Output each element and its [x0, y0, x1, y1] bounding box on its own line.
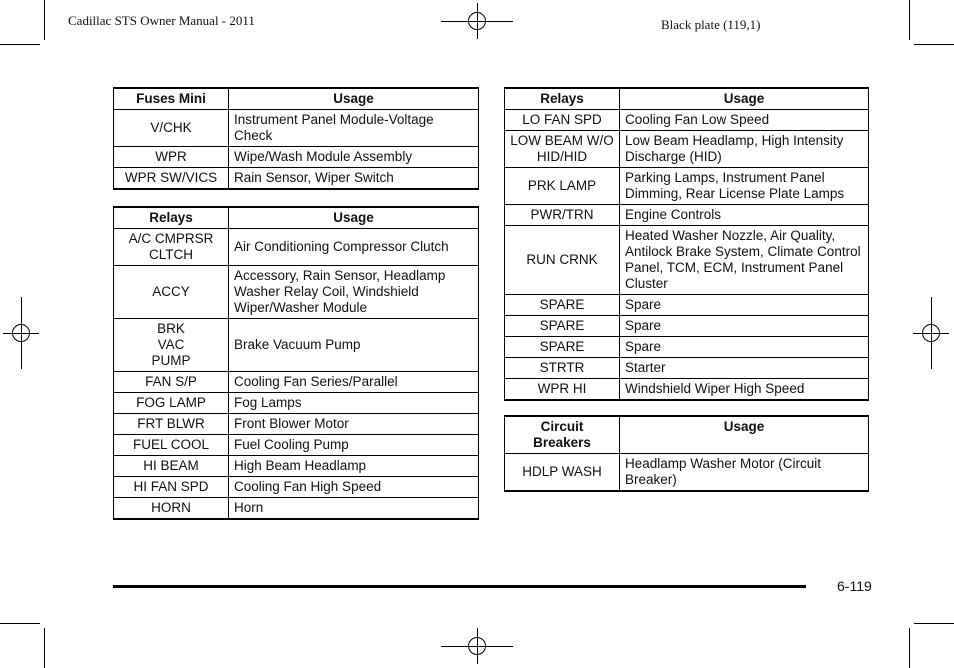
- table-row: [114, 319, 479, 372]
- registration-mark-icon: [913, 297, 949, 369]
- relay-usage: Horn: [229, 498, 479, 520]
- relay-name: FRT BLWR: [114, 414, 229, 435]
- crop-mark: [44, 0, 45, 40]
- column-header: Relays: [505, 88, 620, 110]
- relay-name: PRK LAMP: [505, 168, 620, 205]
- relay-usage: Engine Controls: [620, 205, 869, 226]
- table-row: [114, 110, 479, 147]
- table-row: [114, 414, 479, 435]
- relay-usage: Brake Vacuum Pump: [229, 319, 479, 372]
- relay-name: LO FAN SPD: [505, 110, 620, 131]
- table-row: [114, 229, 479, 266]
- crop-mark: [914, 623, 954, 624]
- column-header: Usage: [229, 88, 479, 110]
- fuse-usage: Wipe/Wash Module Assembly: [229, 147, 479, 168]
- relay-usage: Fuel Cooling Pump: [229, 435, 479, 456]
- column-header: Usage: [229, 207, 479, 229]
- relay-usage: Air Conditioning Compressor Clutch: [229, 229, 479, 266]
- crop-mark: [909, 0, 910, 40]
- relay-usage: Cooling Fan High Speed: [229, 477, 479, 498]
- relay-usage: Fog Lamps: [229, 393, 479, 414]
- table-row: [505, 454, 869, 492]
- table-row: [114, 147, 479, 168]
- fuse-usage: Instrument Panel Module-Voltage Check: [229, 110, 479, 147]
- relay-name: HI FAN SPD: [114, 477, 229, 498]
- relay-name: FAN S/P: [114, 372, 229, 393]
- table-row: [114, 435, 479, 456]
- table-row: [505, 168, 869, 205]
- table-row: [505, 379, 869, 401]
- relay-usage: Cooling Fan Low Speed: [620, 110, 869, 131]
- relay-name: HI BEAM: [114, 456, 229, 477]
- table-row: [114, 393, 479, 414]
- relay-usage: Accessory, Rain Sensor, Headlamp Washer Relay Coil, Windshield Wiper/Washer Module: [229, 266, 479, 319]
- column-header: Usage: [620, 88, 869, 110]
- crop-mark: [0, 44, 40, 45]
- crop-mark: [0, 623, 40, 624]
- page-number: 6-119: [837, 578, 872, 594]
- relay-name: PWR/TRN: [505, 205, 620, 226]
- crop-mark: [914, 44, 954, 45]
- relay-name: FUEL COOL: [114, 435, 229, 456]
- table-header-row: [505, 88, 869, 110]
- relay-name: SPARE: [505, 295, 620, 316]
- relay-usage: Heated Washer Nozzle, Air Quality, Antilock Brake System, Climate Control Panel, TCM, ECM, Instrument Panel Cluster: [620, 226, 869, 295]
- relay-name: RUN CRNK: [505, 226, 620, 295]
- relays-table-right: [504, 87, 869, 401]
- table-row: [505, 295, 869, 316]
- relay-name: SPARE: [505, 316, 620, 337]
- table-header-row: [114, 207, 479, 229]
- table-row: [114, 372, 479, 393]
- table-row: [114, 477, 479, 498]
- table-header-row: [505, 416, 869, 454]
- crop-mark: [44, 628, 45, 668]
- relay-usage: Spare: [620, 295, 869, 316]
- relay-usage: High Beam Headlamp: [229, 456, 479, 477]
- table-row: [505, 226, 869, 295]
- relay-usage: Cooling Fan Series/Parallel: [229, 372, 479, 393]
- table-row: [505, 131, 869, 168]
- table-header-row: [114, 88, 479, 110]
- fuse-name: WPR: [114, 147, 229, 168]
- relay-name: A/C CMPRSR CLTCH: [114, 229, 229, 266]
- relay-usage: Low Beam Headlamp, High Intensity Discharge (HID): [620, 131, 869, 168]
- footer-rule: [113, 585, 806, 588]
- relay-usage: Parking Lamps, Instrument Panel Dimming, Rear License Plate Lamps: [620, 168, 869, 205]
- table-row: [114, 168, 479, 190]
- registration-mark-icon: [441, 3, 513, 39]
- relay-usage: Spare: [620, 316, 869, 337]
- relays-table-left: [113, 206, 479, 520]
- table-row: [505, 358, 869, 379]
- table-row: [114, 498, 479, 520]
- relay-name: SPARE: [505, 337, 620, 358]
- column-header: Relays: [114, 207, 229, 229]
- fuse-name: WPR SW/VICS: [114, 168, 229, 190]
- relay-name: STRTR: [505, 358, 620, 379]
- fuse-name: V/CHK: [114, 110, 229, 147]
- relay-name: FOG LAMP: [114, 393, 229, 414]
- relay-name: WPR HI: [505, 379, 620, 401]
- table-row: [505, 337, 869, 358]
- relay-name: ACCY: [114, 266, 229, 319]
- relay-name: LOW BEAM W/O HID/HID: [505, 131, 620, 168]
- table-row: [505, 110, 869, 131]
- table-row: [114, 266, 479, 319]
- column-header: Usage: [620, 416, 869, 454]
- breaker-name: HDLP WASH: [505, 454, 620, 492]
- table-row: [114, 456, 479, 477]
- relay-name: BRK VAC PUMP: [114, 319, 229, 372]
- relay-name: HORN: [114, 498, 229, 520]
- fuses-mini-table: [113, 87, 479, 190]
- circuit-breakers-table: [504, 415, 869, 492]
- plate-label: Black plate (119,1): [661, 17, 761, 32]
- relay-usage: Front Blower Motor: [229, 414, 479, 435]
- breaker-usage: Headlamp Washer Motor (Circuit Breaker): [620, 454, 869, 492]
- registration-mark-icon: [441, 628, 513, 664]
- table-row: [505, 316, 869, 337]
- table-row: [505, 205, 869, 226]
- relay-usage: Spare: [620, 337, 869, 358]
- relay-usage: Windshield Wiper High Speed: [620, 379, 869, 401]
- fuse-usage: Rain Sensor, Wiper Switch: [229, 168, 479, 190]
- relay-usage: Starter: [620, 358, 869, 379]
- manual-title: Cadillac STS Owner Manual - 2011: [68, 13, 255, 28]
- crop-mark: [909, 628, 910, 668]
- registration-mark-icon: [3, 297, 39, 369]
- column-header: Fuses Mini: [114, 88, 229, 110]
- column-header: Circuit Breakers: [505, 416, 620, 454]
